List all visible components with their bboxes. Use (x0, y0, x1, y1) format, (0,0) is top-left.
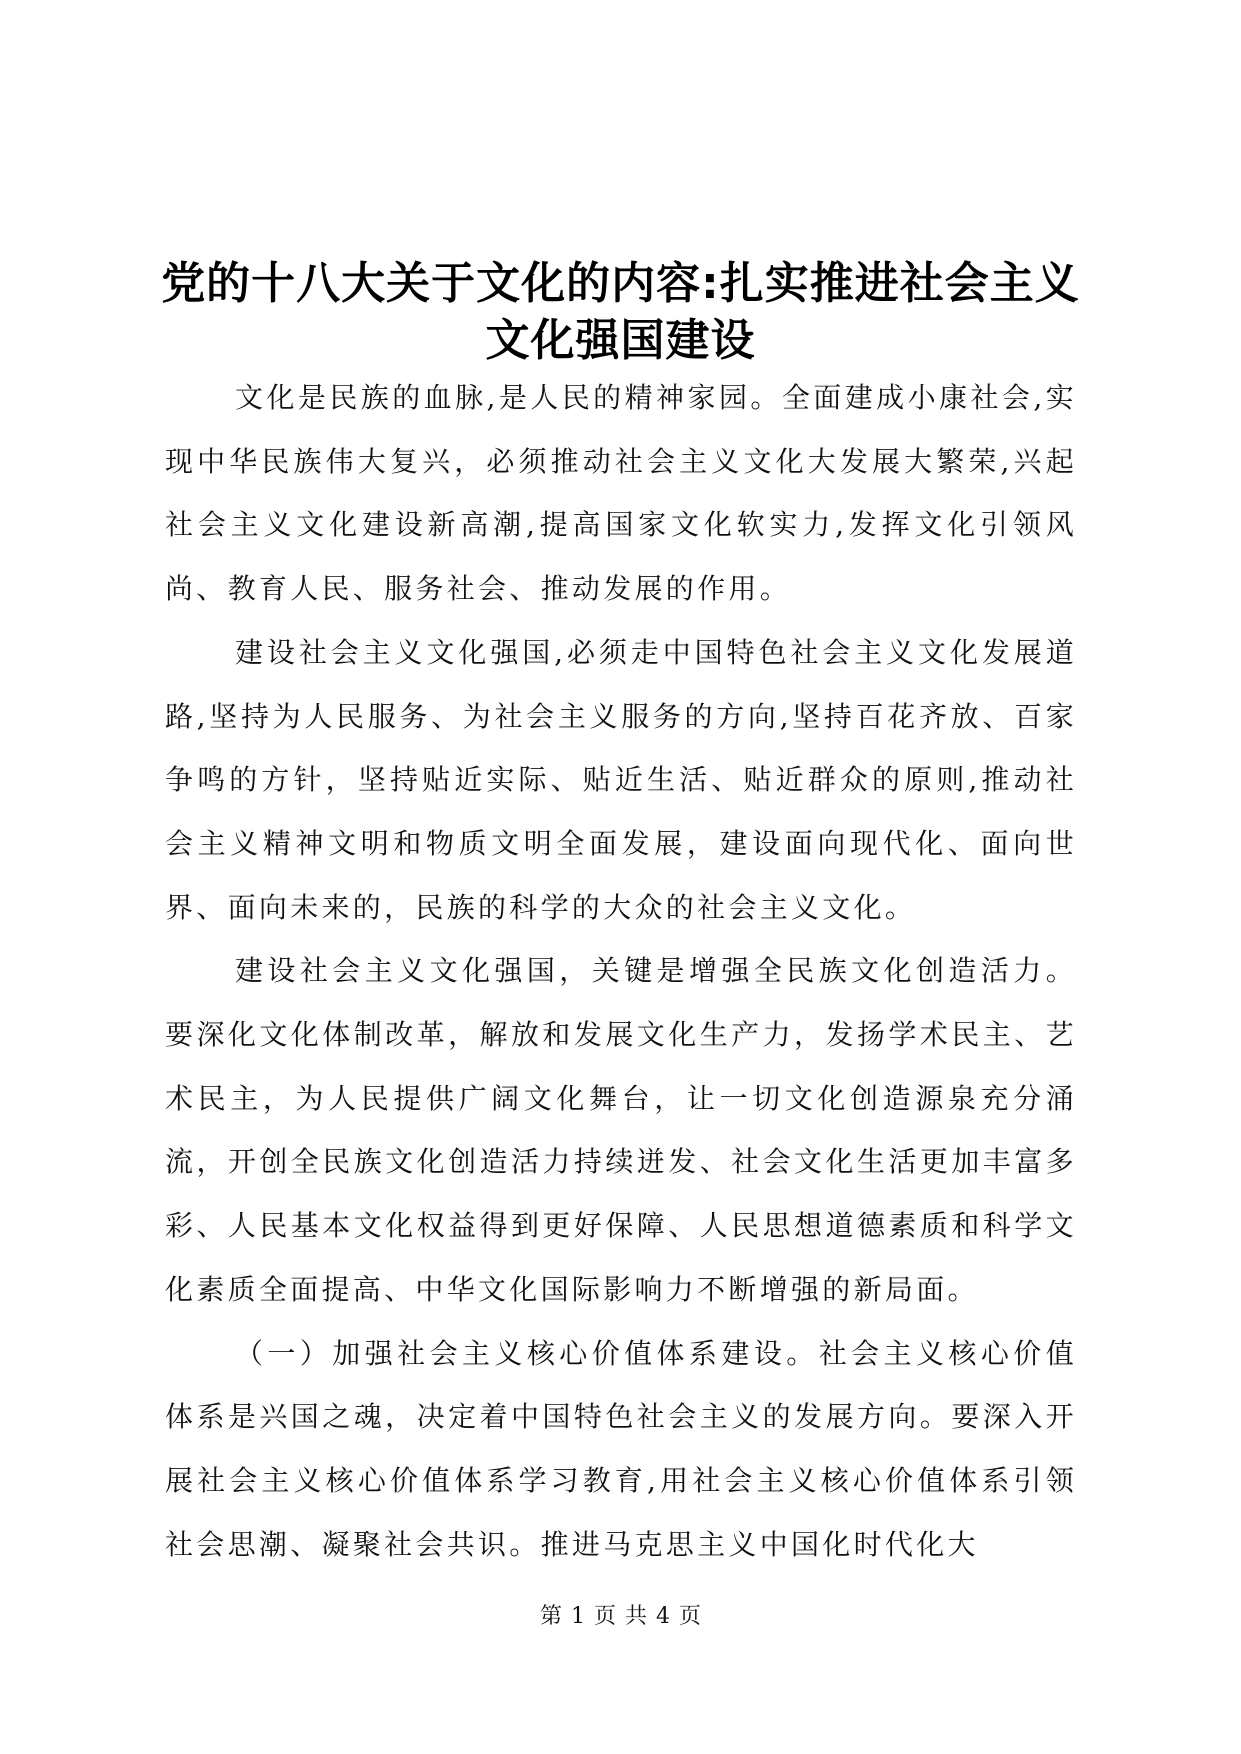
paragraph-3: 建设社会主义文化强国，关键是增强全民族文化创造活力。要深化文化体制改革，解放和发展文化生产力，发扬学术民主、艺术民主，为人民提供广阔文化舞台，让一切文化创造源泉充分涌流，开创全民族文化创造活力持续迸发、社会文化生活更加丰富多彩、人民基本文化权益得到更好保障、人民思想道德素质和科学文化素质全面提高、中华文化国际影响力不断增强的新局面。 (165, 954, 1077, 1306)
paragraph-1: 文化是民族的血脉,是人民的精神家园。全面建成小康社会,实现中华民族伟大复兴，必须推动社会主义文化大发展大繁荣,兴起社会主义文化建设新高潮,提高国家文化软实力,发挥文化引领风尚、教育人民、服务社会、推动发展的作用。 (165, 381, 1077, 606)
paragraph-4: （一）加强社会主义核心价值体系建设。社会主义核心价值体系是兴国之魂，决定着中国特色社会主义的发展方向。要深入开展社会主义核心价值体系学习教育,用社会主义核心价值体系引领社会思潮、凝聚社会共识。推进马克思主义中国化时代化大 (165, 1336, 1077, 1561)
page-footer: 第 1 页 共 4 页 (540, 1604, 701, 1629)
paragraph-2: 建设社会主义文化强国,必须走中国特色社会主义文化发展道路,坚持为人民服务、为社会主义服务的方向,坚持百花齐放、百家争鸣的方针，坚持贴近实际、贴近生活、贴近群众的原则,推动社会主义精神文明和物质文明全面发展，建设面向现代化、面向世界、面向未来的，民族的科学的大众的社会主义文化。 (165, 635, 1077, 924)
document-title: 党的十八大关于文化的内容:扎实推进社会主义文化强国建设 (161, 258, 1080, 367)
document-body (165, 366, 1077, 1576)
